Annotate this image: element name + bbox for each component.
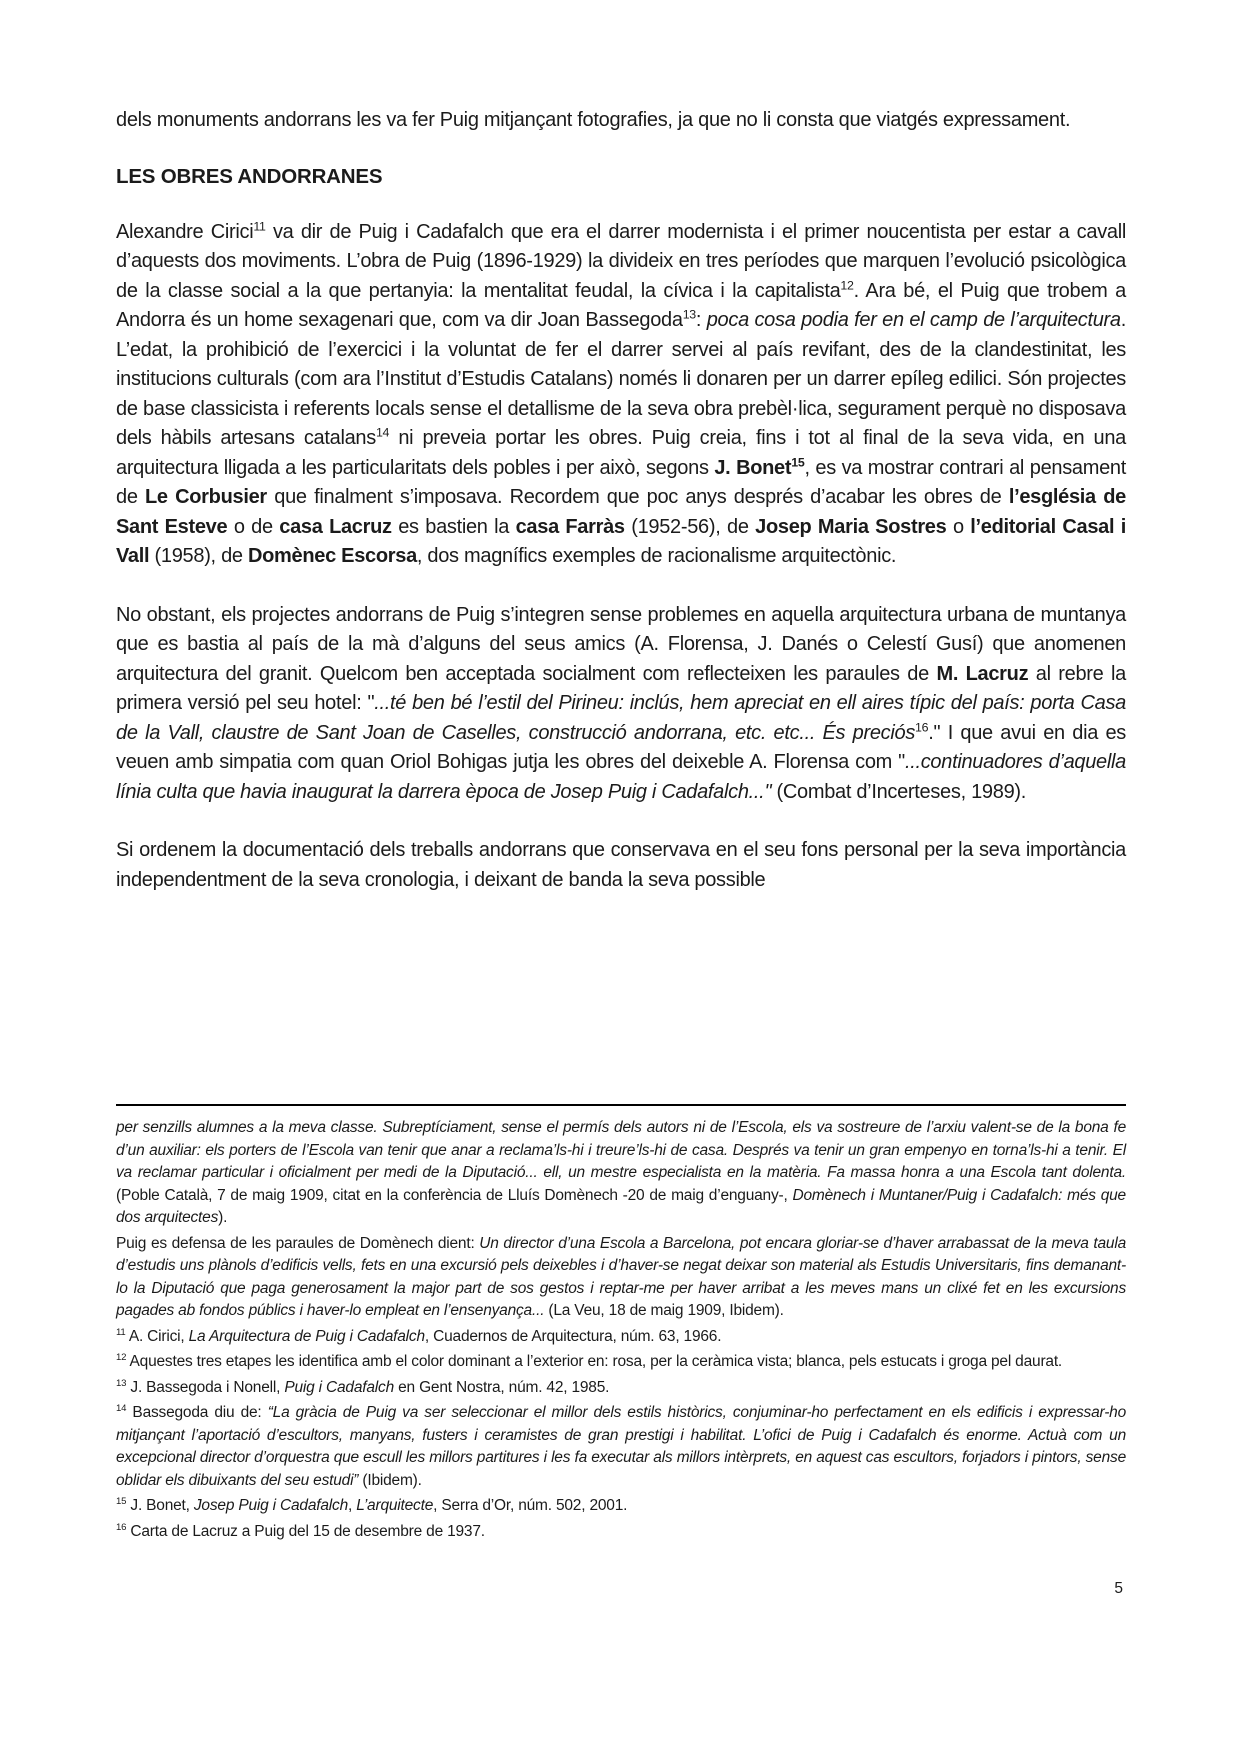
- footnote-16: $^{16}$ Carta de Lacruz a Puig del 15 de desembre de 1937.: [116, 1521, 485, 1540]
- footnote-separator-rule: [116, 1104, 1126, 1106]
- footnotes-section: [116, 1104, 1126, 1543]
- section-heading: LES OBRES ANDORRANES: [116, 164, 383, 188]
- body-paragraph-2: No obstant, els projectes andorrans de Puig s’integren sense problemes en aquella arquitectura urbana de muntanya que es bastia al país de la mà d’alguns del seus amics (A. Florensa, J. Danés o Celestí Gusí) que anomenen arquitectura del granit. Quelcom ben acceptada socialment com reflecteixen les paraules de M. Lacruz al rebre la primera versió pel seu hotel: "...té ben bé l’estil del Pirineu: inclús, hem apreciat en ell aires típic del país: porta Casa de la Vall, claustre de Sant Joan de Caselles, construcció andorrana, etc. etc... És preciós$^{16}$." I que avui en dia es veuen amb simpatia com quan Oriol Bohigas jutja les obres del deixeble A. Florensa com "...continuadores d’aquella línia culta que havia inaugurat la darrera època de Josep Puig i Cadafalch..." (Combat d’Incerteses, 1989).: [116, 603, 1126, 803]
- body-paragraph-3: Si ordenem la documentació dels treballs andorrans que conservava en el seu fons personal per la seva importància independentment de la seva cronologia, i deixant de banda la seva possible: [116, 839, 1126, 891]
- footnote-12: $^{12}$ Aquestes tres etapes les identifica amb el color dominant a l’exterior en: rosa, per la ceràmica vista; blanca, pels estucats i groga pel daurat.: [116, 1351, 1063, 1370]
- page-content: [116, 106, 1126, 924]
- footnote-14: $^{14}$ Bassegoda diu de: “La gràcia de Puig va ser seleccionar el millor dels estils històrics, conjuminar-ho perfectament en els edificis i expressar-ho mitjançant l’aportació d’escultors, manyans, fusters i ceramistes de gran prestigi i habilitat. L’ofici de Puig i Cadafalch és enorme. Actuà com un excepcional director d’orquestra que escull les millors partitures i les fa executar als millors intèrprets, en aquest cas escultors, forjadors i pintors, sense oblidar els dibuixants del seu estudi” (Ibidem).: [116, 1402, 1127, 1489]
- intro-paragraph: dels monuments andorrans les va fer Puig mitjançant fotografies, ja que no li consta que viatgés expressament.: [116, 109, 1071, 131]
- page-number: 5: [1114, 1580, 1123, 1597]
- footnote-continuation-1: per senzills alumnes a la meva classe. Subreptíciament, sense el permís dels autors ni de l’Escola, els va sostreure de l’arxiu valent-se de la bona fe d’un auxiliar: els porters de l’Escola van tenir que anar a reclama’ls-hi i treure’ls-hi de casa. Després va tenir un gran empenyo en torna’ls-hi a tenir. El va reclamar particular i oficialment per medi de la Diputació... ell, un mestre especialista en la matèria. Fa massa honra a una Escola tant dolenta. (Poble Català, 7 de maig 1909, citat en la conferència de Lluís Domènech -20 de maig d’enguany-, Domènech i Muntaner/Puig i Cadafalch: més que dos arquitectes).: [116, 1119, 1126, 1226]
- body-paragraph-1: Alexandre Cirici$^{11}$ va dir de Puig i Cadafalch que era el darrer modernista i el primer noucentista per estar a cavall d’aquests dos moviments. L’obra de Puig (1896-1929) la divideix en tres períodes que marquen l’evolució psicològica de la classe social a la que pertanyia: la mentalitat feudal, la cívica i la capitalista$^{12}$. Ara bé, el Puig que trobem a Andorra és un home sexagenari que, com va dir Joan Bassegoda$^{13}$: poca cosa podia fer en el camp de l’arquitectura. L’edat, la prohibició de l’exercici i la voluntat de fer el darrer servei al país revifant, des de la clandestinitat, les institucions culturals (com ara l’Institut d’Estudis Catalans) només li donaren per un darrer epíleg edilici. Són projectes de base classicista i referents locals sense el detallisme de la seva obra prebèl·lica, segurament perquè no disposava dels hàbils artesans catalans$^{14}$ ni preveia portar les obres. Puig creia, fins i tot al final de la seva vida, en una arquitectura lligada a les particularitats dels pobles i per això, segons J. Bonet$^{15}$, es va mostrar contrari al pensament de Le Corbusier que finalment s’imposava. Recordem que poc anys després d’acabar les obres de l’església de Sant Esteve o de casa Lacruz es bastien la casa Farràs (1952-56), de Josep Maria Sostres o l’editorial Casal i Vall (1958), de Domènec Escorsa, dos magnífics exemples de racionalisme arquitectònic.: [116, 218, 1127, 567]
- footnote-13: $^{13}$ J. Bassegoda i Nonell, Puig i Cadafalch en Gent Nostra, núm. 42, 1985.: [116, 1377, 610, 1396]
- footnote-15: $^{15}$ J. Bonet, Josep Puig i Cadafalch, L’arquitecte, Serra d’Or, núm. 502, 2001.: [116, 1495, 628, 1514]
- footnote-11: $^{11}$ A. Cirici, La Arquitectura de Puig i Cadafalch, Cuadernos de Arquitectura, núm. 63, 1966.: [116, 1326, 722, 1345]
- footnote-continuation-2: Puig es defensa de les paraules de Domènech dient: Un director d’una Escola a Barcelona, pot encara gloriar-se d’haver arrabassat de la meva taula d’estudis uns plànols d’edificis vells, fets en una excursió pels deixebles i d’haver-se negat deixar son material als Estudis Universitaris, fins demanant-lo la Diputació que paga generosament la major part de sos gestos i reptar-me per haver arribat a les meves mans un clixé fet en les excursions pagades ab fondos públics i haver-lo empleat en l’ensenyança... (La Veu, 18 de maig 1909, Ibidem).: [116, 1234, 1126, 1319]
